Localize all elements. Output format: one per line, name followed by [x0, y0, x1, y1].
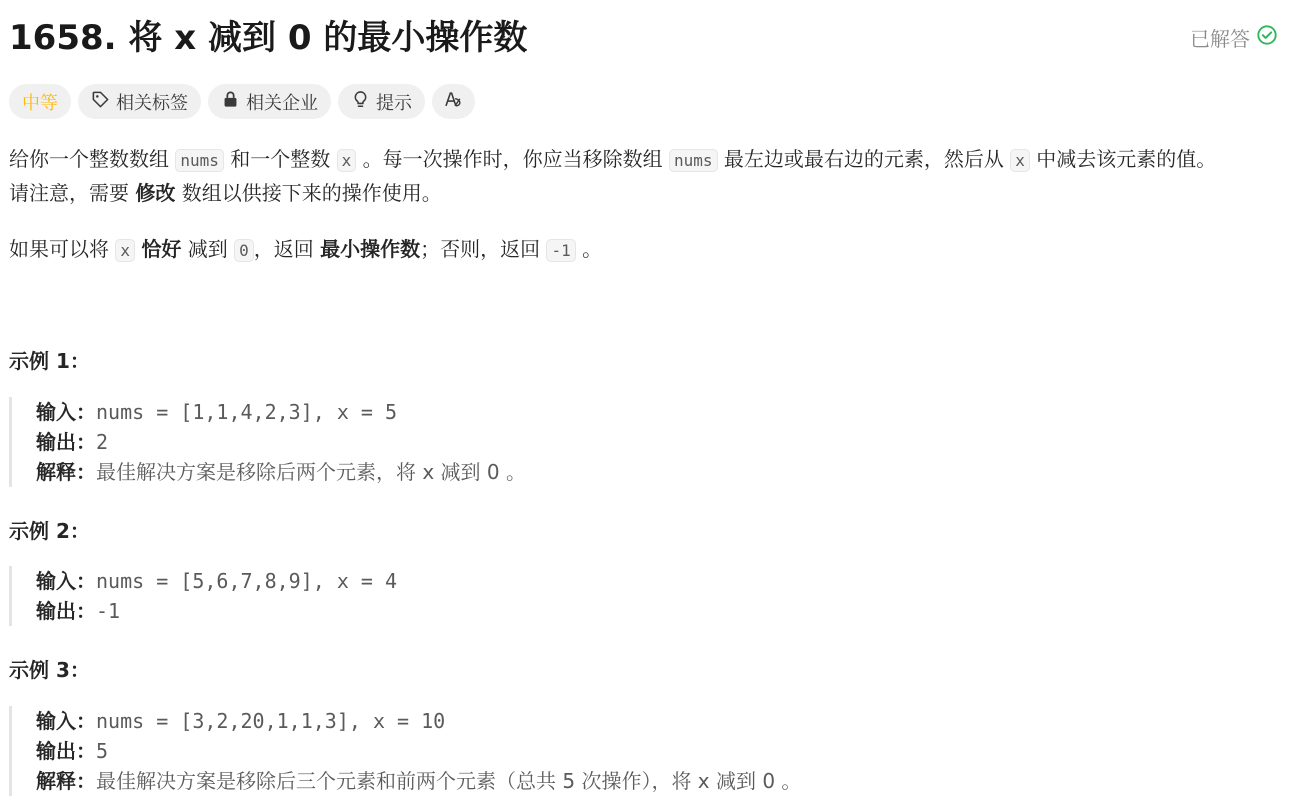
tag-bar	[9, 84, 475, 119]
example-explanation-row	[36, 766, 801, 796]
input-label: 输入：	[36, 400, 96, 424]
explanation-label: 解释：	[36, 769, 96, 793]
desc-text: 如果可以将	[9, 237, 109, 261]
desc-text: 请注意，需要	[9, 181, 129, 205]
problem-description	[9, 143, 1278, 267]
bold-text: 最小操作数	[320, 237, 421, 261]
example-2-title: 示例 2：	[9, 519, 90, 543]
difficulty-badge[interactable]: 中等	[9, 84, 71, 119]
inline-code: x	[337, 149, 357, 172]
desc-text: 中减去该元素的值。	[1036, 147, 1217, 171]
related-companies-label: 相关企业	[246, 92, 318, 114]
input-label: 输入：	[36, 569, 96, 593]
inline-code: nums	[175, 149, 224, 172]
lock-icon	[221, 90, 240, 114]
example-1-title: 示例 1：	[9, 349, 90, 373]
input-value: nums = [5,6,7,8,9], x = 4	[96, 569, 398, 593]
input-value: nums = [1,1,4,2,3], x = 5	[96, 400, 398, 424]
example-output-row	[36, 596, 397, 626]
inline-code: x	[115, 239, 135, 262]
inline-code: x	[1010, 149, 1030, 172]
desc-text: 和一个整数	[230, 147, 331, 171]
hint-label: 提示	[376, 92, 412, 114]
example-input-row	[36, 566, 397, 596]
related-tags-button[interactable]	[78, 84, 201, 119]
desc-text: ；否则，返回	[420, 237, 541, 261]
example-2-block	[9, 566, 397, 626]
desc-text: 。每一次操作时，你应当移除数组	[362, 147, 663, 171]
description-paragraph-2	[9, 233, 1278, 267]
example-3-block	[9, 706, 801, 796]
bold-text: 修改	[135, 181, 176, 205]
example-explanation-row	[36, 457, 526, 487]
input-label: 输入：	[36, 709, 96, 733]
hint-button[interactable]	[338, 84, 425, 119]
desc-text: 减到	[187, 237, 228, 261]
output-label: 输出：	[36, 739, 96, 763]
solved-status[interactable]	[1190, 23, 1278, 52]
inline-code: nums	[669, 149, 718, 172]
problem-title[interactable]: 1658. 将 x 减到 0 的最小操作数	[9, 18, 528, 58]
example-input-row	[36, 706, 801, 736]
example-output-row	[36, 427, 526, 457]
translate-button[interactable]	[432, 84, 475, 119]
related-tags-label: 相关标签	[116, 92, 188, 114]
description-paragraph-1	[9, 143, 1278, 209]
problem-header	[9, 14, 1278, 62]
lightbulb-icon	[351, 90, 370, 114]
example-input-row	[36, 397, 526, 427]
input-value: nums = [3,2,20,1,1,3], x = 10	[96, 709, 446, 733]
example-1-block	[9, 397, 526, 487]
explanation-label: 解释：	[36, 460, 96, 484]
desc-text: 。	[582, 237, 603, 261]
output-value: 2	[96, 430, 109, 454]
check-circle-icon	[1256, 24, 1278, 51]
output-value: 5	[96, 739, 109, 763]
example-output-row	[36, 736, 801, 766]
related-companies-button[interactable]	[208, 84, 331, 119]
example-3-title: 示例 3：	[9, 658, 90, 682]
desc-text: 最左边或最右边的元素，然后从	[723, 147, 1004, 171]
desc-text: 数组以供接下来的操作使用。	[181, 181, 442, 205]
explanation-value: 最佳解决方案是移除后三个元素和前两个元素（总共 5 次操作），将 x 减到 0 。	[96, 769, 802, 793]
explanation-value: 最佳解决方案是移除后两个元素，将 x 减到 0 。	[96, 460, 526, 484]
output-value: -1	[96, 599, 121, 623]
bold-text: 恰好	[141, 237, 182, 261]
inline-code: 0	[234, 239, 254, 262]
inline-code: -1	[546, 239, 575, 262]
tag-icon	[91, 90, 110, 114]
solved-label: 已解答	[1190, 27, 1250, 51]
translate-icon	[444, 90, 463, 114]
output-label: 输出：	[36, 599, 96, 623]
desc-text: ，返回	[253, 237, 314, 261]
desc-text: 给你一个整数数组	[9, 147, 169, 171]
output-label: 输出：	[36, 430, 96, 454]
